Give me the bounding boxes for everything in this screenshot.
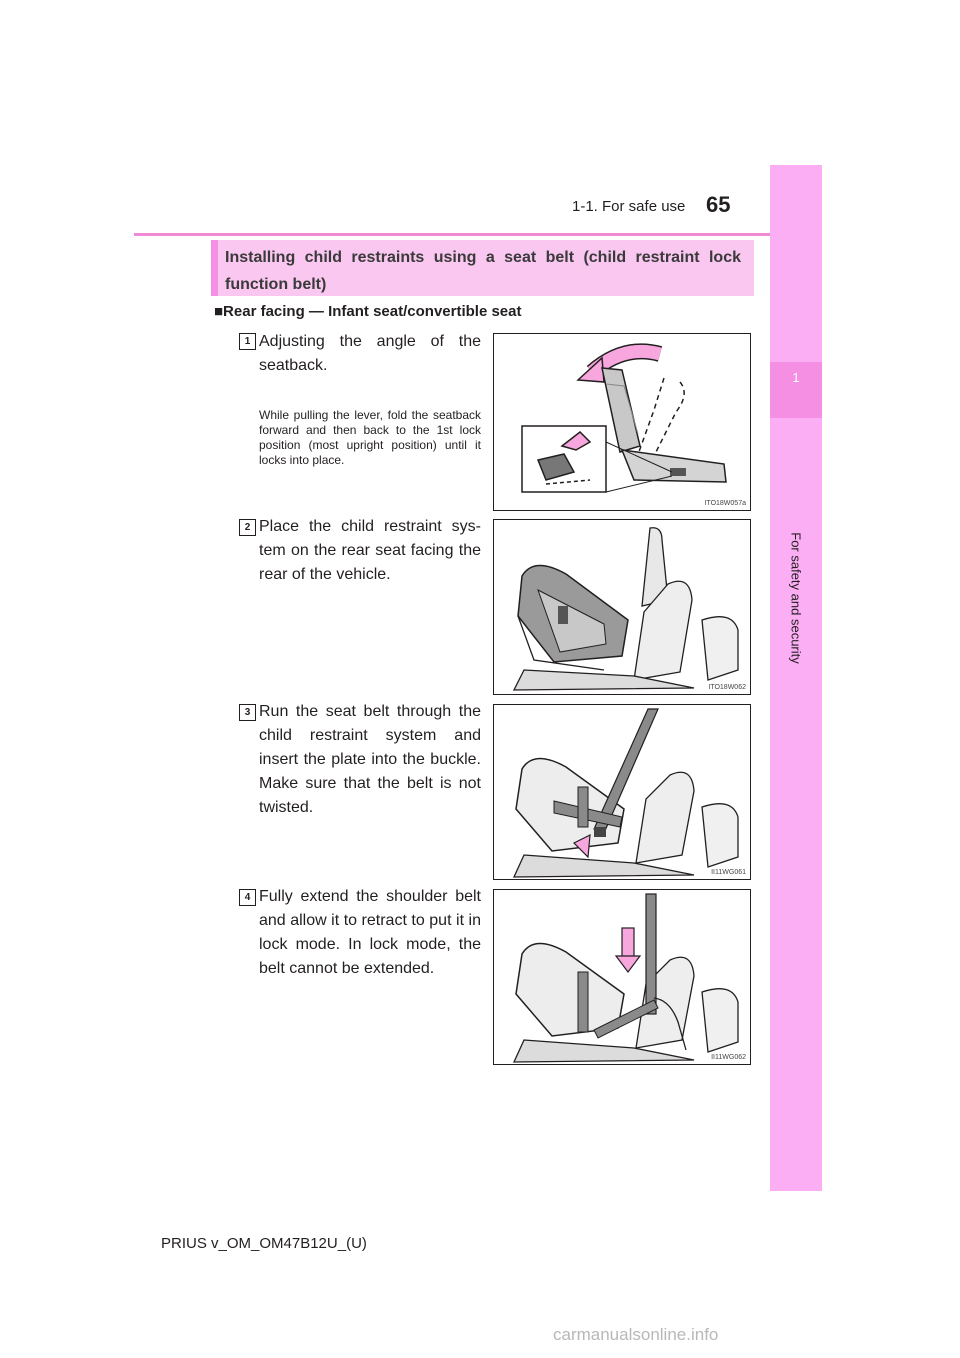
side-tab-number: 1 [792,370,800,385]
seatback-illustration [494,334,750,510]
shoulder-belt-lock-illustration [494,890,750,1064]
figure-code-3: II11WG061 [711,869,746,876]
figure-code-4: II11WG062 [711,1054,746,1061]
section-label: 1-1. For safe use [572,198,686,215]
section-heading: Installing child restraints using a seat belt (child restraint lock function belt) [225,249,741,293]
header-rule [134,233,822,236]
watermark: carmanualsonline.info [553,1325,719,1344]
footer-document-code: PRIUS v_OM_OM47B12U_(U) [161,1235,367,1252]
step-subtext-1: While pulling the lever, fold the seatback forward and then back to the 1st lock position (most upright position) until it locks into place. [259,408,481,467]
step-number-2: 2 [239,519,256,536]
figure-place-child-restraint [493,519,751,695]
step-text-2: Place the child restraint sys-tem on the rear seat facing the rear of the vehicle. [259,518,481,583]
step-text-3: Run the seat belt through the child restraint system and insert the plate into the buckle. Make sure that the belt is not twisted. [259,703,481,816]
figure-code-2: ITO18W062 [708,684,746,691]
seat-belt-buckle-illustration [494,705,750,879]
step-number-3: 3 [239,704,256,721]
step-text-4: Fully extend the shoulder belt and allow it to retract to put it in lock mode. In lock mode, the belt cannot be extended. [259,888,481,977]
figure-run-seat-belt [493,704,751,880]
subheading: ■Rear facing — Infant seat/convertible seat [214,303,522,320]
step-text-1: Adjusting the angle of the seatback. [259,333,481,374]
rear-seat-child-seat-illustration [494,520,750,694]
figure-code-1: ITO18W057a [704,500,746,507]
figure-lock-mode [493,889,751,1065]
step-number-4: 4 [239,889,256,906]
side-tab-label: For safety and security [788,532,804,664]
side-tab-label-wrap [779,498,813,698]
step-number-1: 1 [239,333,256,350]
figure-seatback-angle [493,333,751,511]
page-number: 65 [706,192,731,217]
